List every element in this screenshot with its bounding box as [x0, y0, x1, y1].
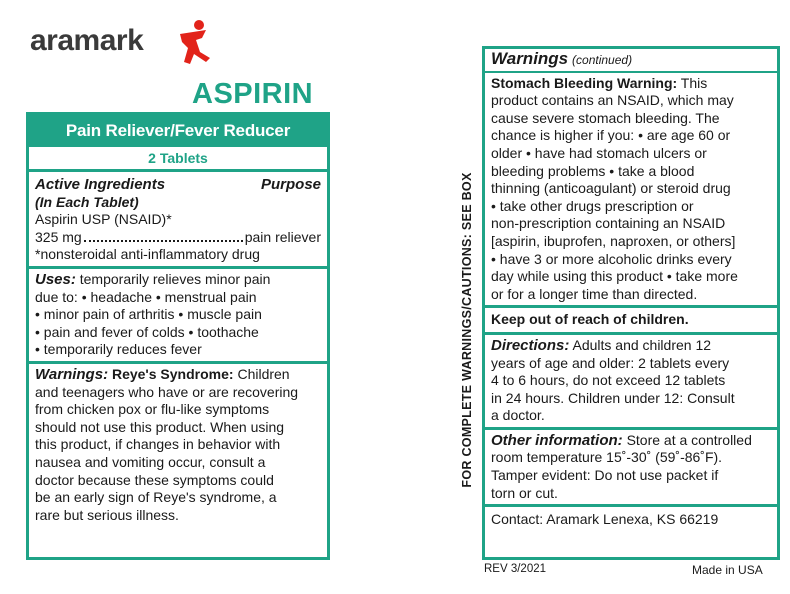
- directions-line: in 24 hours. Children under 12: Consult: [491, 389, 735, 406]
- warnings-heading: Warnings:: [35, 365, 109, 383]
- nsaid-footnote: *nonsteroidal anti-inflammatory drug: [35, 246, 260, 263]
- warnings-line: Children: [237, 365, 290, 382]
- warnings-line: from chicken pox or flu-like symptoms: [35, 401, 270, 418]
- other-line: Tamper evident: Do not use packet if: [491, 467, 719, 484]
- revision-date: REV 3/2021: [484, 563, 547, 575]
- warnings-line: be an early sign of Reye's syndrome, a: [35, 489, 277, 506]
- stomach-line: • have 3 or more alcoholic drinks every: [491, 250, 732, 267]
- uses-line: • pain and fever of colds • toothache: [35, 323, 259, 340]
- stomach-line: [aspirin, ibuprofen, naproxen, or others]: [491, 232, 736, 249]
- directions-heading: Directions:: [491, 336, 570, 354]
- stomach-line: chance is higher if you: • are age 60 or: [491, 127, 731, 144]
- ingredient-name: Aspirin USP (NSAID)*: [35, 211, 172, 228]
- stomach-line: product contains an NSAID, which may: [491, 92, 734, 109]
- stomach-line: older • have had stomach ulcers or: [491, 144, 707, 161]
- uses-line: due to: • headache • menstrual pain: [35, 288, 257, 305]
- directions-line: a doctor.: [491, 407, 545, 424]
- other-line: room temperature 15˚-30˚ (59˚-86˚F).: [491, 449, 723, 466]
- active-ingredients-section: [29, 172, 327, 266]
- warnings-line: should not use this product. When using: [35, 418, 285, 435]
- dose-purpose: pain reliever: [244, 228, 321, 245]
- reyes-syndrome-label: Reye's Syndrome:: [111, 365, 234, 382]
- warnings-line: nausea and vomiting occur, consult a: [35, 453, 266, 470]
- stomach-line: thinning (anticoagulant) or steroid drug: [491, 180, 731, 197]
- other-information-heading: Other information:: [491, 431, 623, 449]
- aramark-logo: [30, 18, 210, 68]
- stomach-line: bleeding problems • take a blood: [491, 162, 695, 179]
- warnings-continued-heading-row: [485, 49, 777, 71]
- directions-line: Adults and children 12: [572, 336, 712, 353]
- product-title: ASPIRIN: [192, 78, 314, 110]
- dose-amount: 325 mg: [35, 228, 82, 245]
- uses-line: • minor pain of arthritis • muscle pain: [35, 306, 262, 323]
- other-line: torn or cut.: [491, 484, 558, 501]
- star-figure-icon: [166, 18, 216, 68]
- contact-info: Contact: Aramark Lenexa, KS 66219: [491, 511, 719, 528]
- side-warning-note: [452, 140, 482, 520]
- directions-line: years of age and older: 2 tablets every: [491, 354, 730, 371]
- uses-heading: Uses:: [35, 270, 76, 288]
- stomach-bleeding-section: [485, 73, 777, 306]
- directions-line: 4 to 6 hours, do not exceed 12 tablets: [491, 372, 726, 389]
- uses-line: temporarily relieves minor pain: [79, 270, 271, 287]
- uses-section: [29, 269, 327, 361]
- logo-text: aramark: [30, 24, 144, 57]
- purpose-heading: Purpose: [260, 176, 321, 193]
- warnings-line: and teenagers who have or are recovering: [35, 383, 299, 400]
- each-tablet-subheading: (In Each Tablet): [35, 193, 139, 210]
- drug-facts-panel-right: [482, 46, 780, 560]
- warnings-continued-heading: Warnings: [491, 49, 569, 68]
- warnings-section: [29, 364, 327, 526]
- product-category-band: Pain Reliever/Fever Reducer: [29, 115, 327, 147]
- drug-facts-panel-left: [26, 112, 330, 560]
- stomach-line: or for a longer time than directed.: [491, 285, 698, 302]
- stomach-line: This: [680, 74, 708, 91]
- directions-section: [485, 335, 777, 427]
- other-line: Store at a controlled: [626, 431, 752, 448]
- dot-leader: [84, 240, 243, 242]
- stomach-line: non-prescription containing an NSAID: [491, 215, 726, 232]
- dose-row: [35, 229, 321, 247]
- uses-line: • temporarily reduces fever: [35, 341, 202, 358]
- warnings-line: rare but serious illness.: [35, 506, 179, 523]
- keep-out-of-reach: Keep out of reach of children.: [491, 311, 689, 328]
- see-box-text: FOR COMPLETE WARNINGS/CAUTIONS: SEE BOX: [460, 172, 474, 488]
- stomach-line: cause severe stomach bleeding. The: [491, 109, 720, 126]
- active-ingredients-heading: Active Ingredients: [35, 176, 166, 193]
- tablet-count: 2 Tablets: [148, 150, 208, 166]
- stomach-bleeding-label: Stomach Bleeding Warning:: [491, 74, 678, 91]
- warnings-line: this product, if changes in behavior with: [35, 436, 281, 453]
- stomach-line: • take other drugs prescription or: [491, 197, 694, 214]
- stomach-line: day while using this product • take more: [491, 268, 738, 285]
- made-in-label: Made in USA: [692, 563, 763, 577]
- continued-note: (continued): [572, 53, 633, 67]
- other-information-section: [485, 430, 777, 504]
- warnings-line: doctor because these symptoms could: [35, 471, 274, 488]
